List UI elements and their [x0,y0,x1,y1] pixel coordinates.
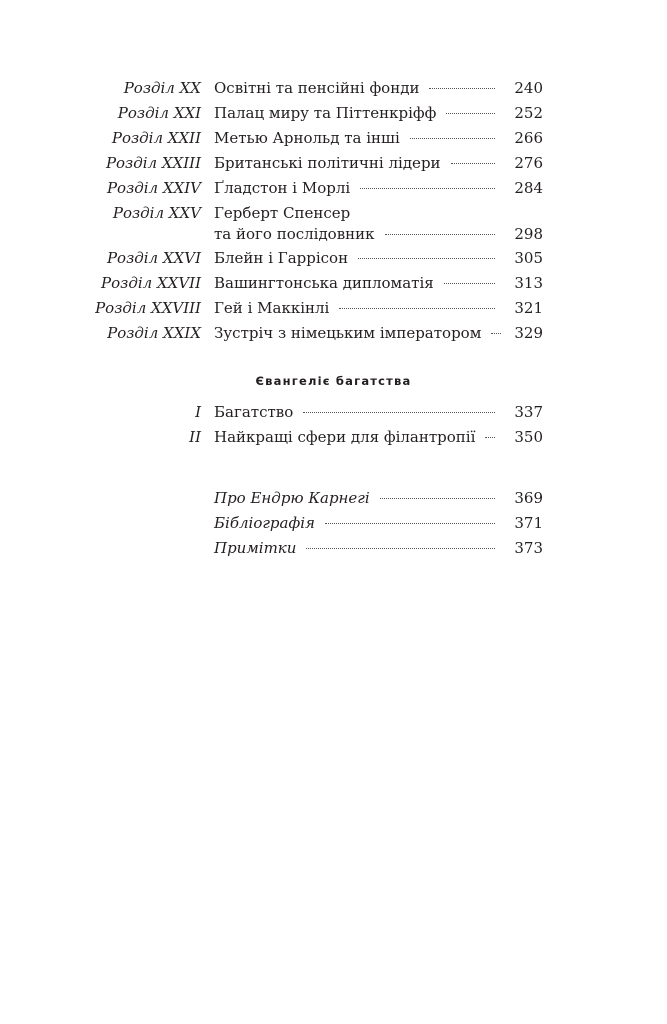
chapter-label: Розділ XXVI [106,249,201,267]
dot-leader [485,437,495,438]
page-number: 337 [514,403,543,421]
page-number: 276 [514,154,543,172]
chapter-label: Розділ XXVIII [95,299,201,317]
dot-leader [358,258,495,259]
page-number: 369 [514,489,543,507]
chapter-label: Розділ XXIV [106,179,201,197]
chapter-title-continuation: та його послідовник [214,225,375,243]
dot-leader [385,234,495,235]
dot-leader [451,163,495,164]
part-title: Багатство [214,403,294,421]
chapter-title: Блейн і Гаррісон [214,249,349,267]
page-number: 313 [514,274,543,292]
dot-leader [360,188,495,189]
appendix-title: Бібліографія [214,514,315,532]
page-number: 284 [514,179,543,197]
section-heading-gospel-of-wealth: Євангеліє багатства [255,374,412,388]
chapter-title-line [214,78,495,98]
chapter-label: Розділ XXVII [101,274,201,292]
dot-leader [306,548,495,549]
chapter-title-line [214,273,495,293]
chapter-title-line [214,298,495,318]
chapter-title: Герберт Спенсер [214,204,351,222]
dot-leader [325,523,495,524]
chapter-title: Освітні та пенсійні фонди [214,79,420,97]
page-number: 305 [514,249,543,267]
chapter-title-line [214,153,495,173]
page-number: 350 [514,428,543,446]
chapter-title: Метью Арнольд та інші [214,129,400,147]
part-title: Найкращі сфери для філантропії [214,428,476,446]
part-title-line [214,427,495,447]
dot-leader [303,412,495,413]
appendix-title-line [214,513,495,533]
chapter-label: Розділ XXIII [105,154,201,172]
page-number: 371 [514,514,543,532]
chapter-title-line [214,248,495,268]
chapter-title-line [214,128,495,148]
dot-leader [380,498,495,499]
chapter-title: Ґладстон і Морлі [214,179,351,197]
chapter-title: Гей і Маккінлі [214,299,330,317]
chapter-title-line [214,103,495,123]
chapter-label: Розділ XXI [117,104,201,122]
dot-leader [339,308,495,309]
appendix-title: Примітки [214,539,297,557]
chapter-title-line-1 [214,203,495,223]
dot-leader [429,88,495,89]
page-number: 266 [514,129,543,147]
chapter-title-line-2 [214,224,495,244]
dot-leader [446,113,495,114]
appendix-title-line [214,538,495,558]
chapter-title-line [214,323,495,343]
chapter-label: Розділ XX [123,79,201,97]
part-label: I [195,403,201,421]
chapter-label: Розділ XXV [112,204,201,222]
toc-entry-chapter-25 [0,203,667,248]
chapter-title: Британські політичні лідери [214,154,441,172]
chapter-label: Розділ XXIX [107,324,201,342]
page-number: 321 [514,299,543,317]
chapter-label: Розділ XXII [111,129,201,147]
chapter-title: Палац миру та Піттенкріфф [214,104,437,122]
page-number: 298 [514,225,543,243]
dot-leader [410,138,495,139]
chapter-title-line [214,178,495,198]
appendix-title: Про Ендрю Карнегі [214,489,370,507]
part-title-line [214,402,495,422]
part-label: II [189,428,201,446]
page-number: 252 [514,104,543,122]
page-number: 240 [514,79,543,97]
page-number: 329 [514,324,543,342]
appendix-title-line [214,488,495,508]
chapter-title: Зустріч з німецьким імператором [214,324,482,342]
page-number: 373 [514,539,543,557]
chapter-title: Вашингтонська дипломатія [214,274,434,292]
dot-leader [444,283,495,284]
